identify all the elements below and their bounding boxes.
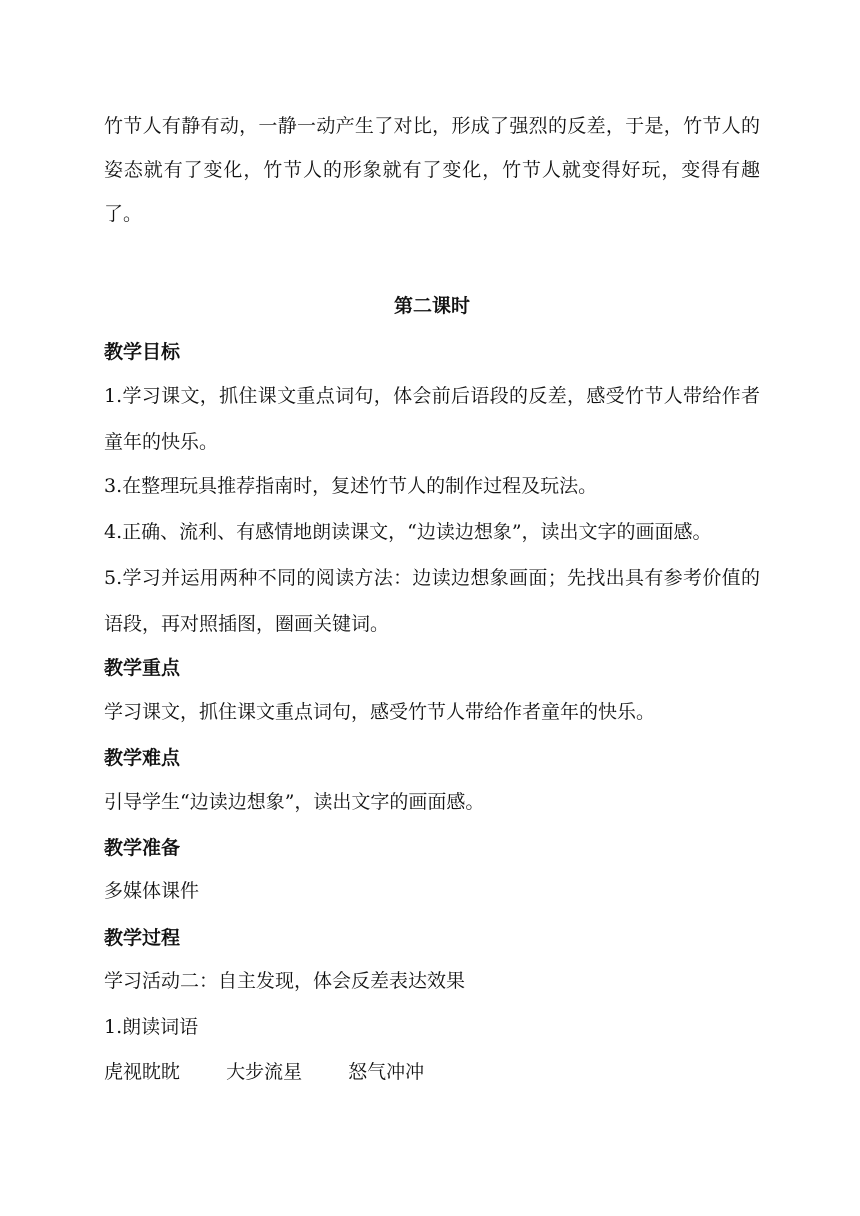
difficulties-heading: 教学难点 (104, 747, 181, 769)
process-activity: 学习活动二：自主发现，体会反差表达效果 (104, 970, 466, 992)
process-heading: 教学过程 (104, 927, 181, 949)
process-step: 1.朗读词语 (104, 1016, 199, 1038)
goal-item-4: 4.正确、流利、有感情地朗读课文，“边读边想象”，读出文字的画面感。 (104, 521, 712, 543)
difficulties-text: 引导学生“边读边想象”，读出文字的画面感。 (104, 791, 485, 813)
word-list (104, 1052, 464, 1092)
word-item: 怒气冲冲 (348, 1061, 425, 1083)
lesson-title: 第二课时 (393, 295, 470, 317)
word-item: 大步流星 (226, 1061, 303, 1083)
key-points-text: 学习课文，抓住课文重点词句，感受竹节人带给作者童年的快乐。 (104, 701, 656, 723)
intro-paragraph: 竹节人有静有动，一静一动产生了对比，形成了强烈的反差，于是，竹节人的姿态就有了变化，竹节人的形象就有了变化，竹节人就变得好玩，变得有趣了。 (104, 115, 760, 225)
key-points-heading: 教学重点 (104, 657, 181, 679)
goals-heading: 教学目标 (104, 341, 181, 363)
preparation-heading: 教学准备 (104, 837, 181, 859)
goal-item-3: 3.在整理玩具推荐指南时，复述竹节人的制作过程及玩法。 (104, 475, 598, 497)
preparation-text: 多媒体课件 (104, 880, 200, 902)
word-item: 虎视眈眈 (104, 1061, 181, 1083)
goal-item-5: 5.学习并运用两种不同的阅读方法：边读边想象画面；先找出具有参考价值的语段，再对照插图，圈画关键词。 (104, 567, 760, 635)
goal-item-1: 1.学习课文，抓住课文重点词句，体会前后语段的反差，感受竹节人带给作者童年的快乐。 (104, 385, 760, 453)
